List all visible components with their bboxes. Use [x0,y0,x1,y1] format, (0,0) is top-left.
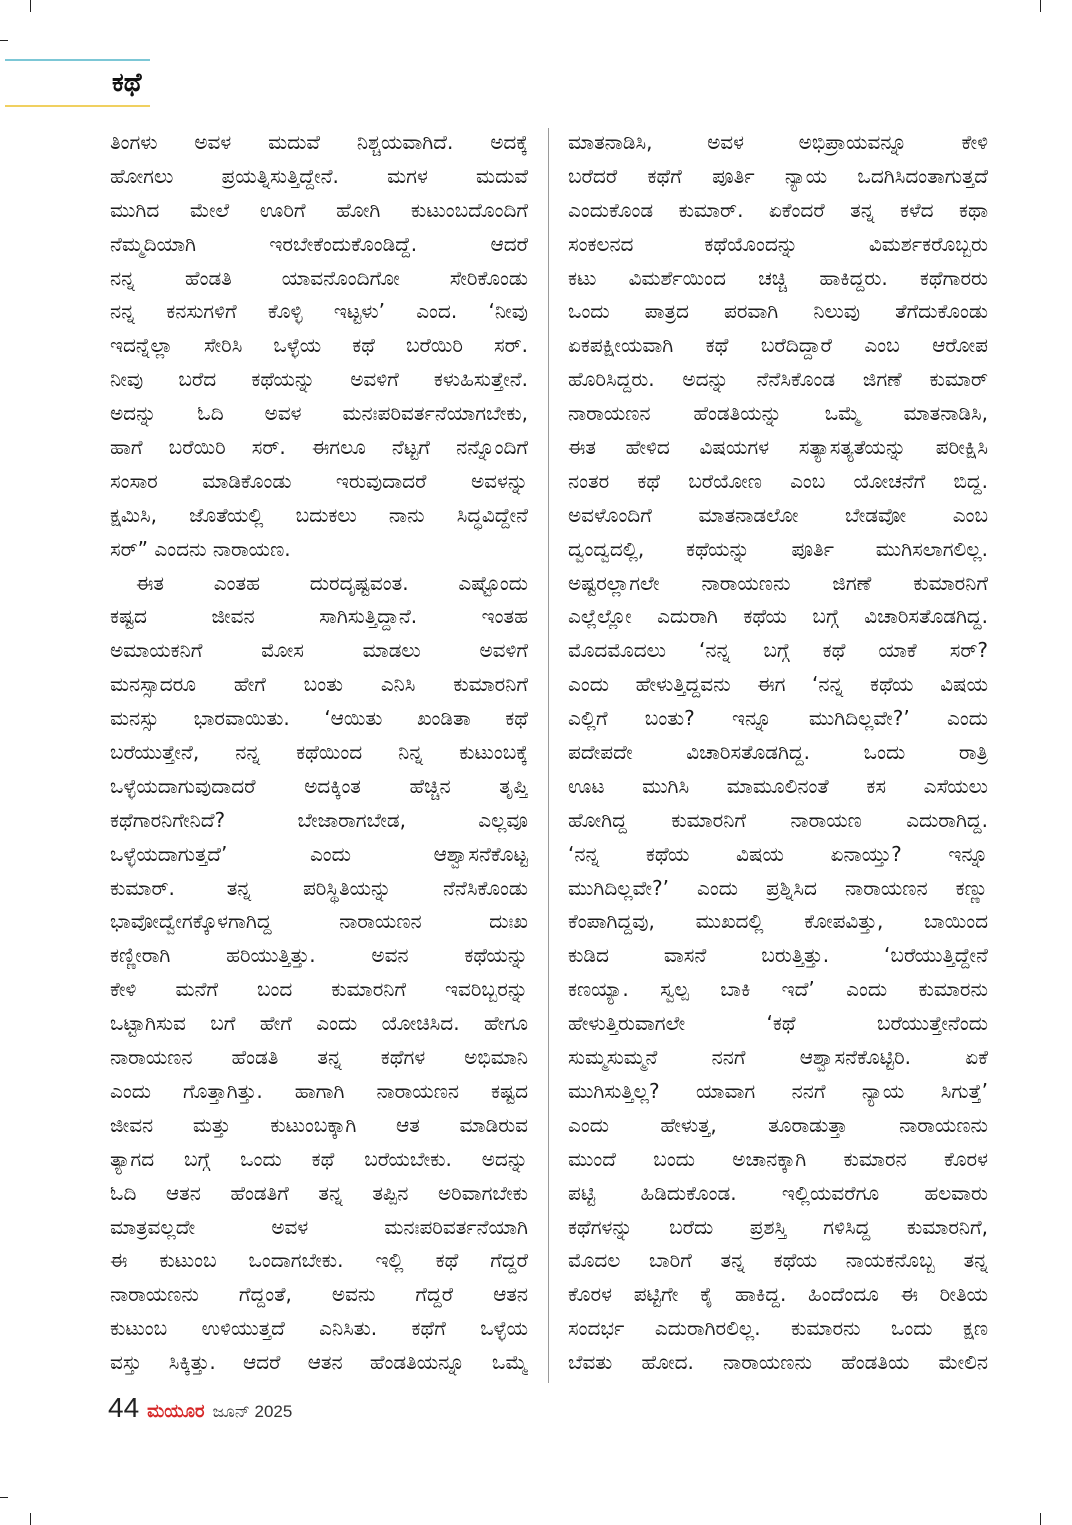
section-label: ಕಥೆ [112,68,142,98]
text-line: ಕೇಳಿ ಮನೆಗೆ ಬಂದ ಕುಮಾರನಿಗೆ ಇವರಿಬ್ಬರನ್ನು [110,977,528,1002]
text-line: ನೀವು ಬರೆದ ಕಥೆಯನ್ನು ಅವಳಿಗೆ ಕಳುಹಿಸುತ್ತೇನೆ. [110,367,528,392]
crop-mark [0,40,8,41]
text-line: ಒಂದು ಪಾತ್ರದ ಪರವಾಗಿ ನಿಲುವು ತೆಗೆದುಕೊಂಡು [568,299,988,324]
text-line: ಎಲ್ಲೆಲ್ಲೋ ಎದುರಾಗಿ ಕಥೆಯ ಬಗ್ಗೆ ವಿಚಾರಿಸತೊಡಗಿದ್ದ. [568,604,988,629]
magazine-logo: ಮಯೂರ [147,1401,205,1422]
text-line: ಹೋಗಲು ಪ್ರಯತ್ನಿಸುತ್ತಿದ್ದೇನೆ. ಮಗಳ ಮದುವೆ [110,163,528,188]
crop-mark [0,1497,8,1498]
text-line: ಕಣಯ್ಯಾ. ಸ್ವಲ್ಪ ಬಾಕಿ ಇದೆ’ ಎಂದು ಕುಮಾರನು [568,977,988,1002]
text-line: ಹೊರಿಸಿದ್ದರು. ಅದನ್ನು ನೆನೆಸಿಕೊಂಡ ಜಿಗಣೆ ಕುಮಾರ್ [568,367,988,392]
text-line: ನಂತರ ಕಥೆ ಬರೆಯೋಣ ಎಂಬ ಯೋಚನೆಗೆ ಬಿದ್ದ. [568,468,988,493]
text-line: ಕಥೆಗಾರನಿಗೇನಿದೆ? ಬೇಜಾರಾಗಬೇಡ, ಎಲ್ಲವೂ [110,807,528,832]
text-line: ಕುಮಾರ್. ತನ್ನ ಪರಿಸ್ಥಿತಿಯನ್ನು ನೆನೆಸಿಕೊಂಡು [110,875,528,900]
text-line: ತಿಂಗಳು ಅವಳ ಮದುವೆ ನಿಶ್ಚಯವಾಗಿದೆ. ಅದಕ್ಕೆ [110,130,528,154]
text-line: ಮಾತನಾಡಿಸಿ, ಅವಳ ಅಭಿಪ್ರಾಯವನ್ನೂ ಕೇಳಿ [568,130,988,154]
text-line: ಇದನ್ನೆಲ್ಲಾ ಸೇರಿಸಿ ಒಳ್ಳೆಯ ಕಥೆ ಬರೆಯಿರಿ ಸರ್. [110,333,528,358]
header-accent-rule-yellow [5,105,150,107]
page-number: 44 [108,1392,140,1423]
text-line: ಮಾತ್ರವಲ್ಲದೇ ಅವಳ ಮನಃಪರಿವರ್ತನೆಯಾಗಿ [110,1214,528,1239]
text-line: ಅಮಾಯಕನಿಗೆ ಮೋಸ ಮಾಡಲು ಅವಳಿಗೆ [110,638,528,663]
text-line: ನಾರಾಯಣನ ಹೆಂಡತಿ ತನ್ನ ಕಥೆಗಳ ಅಭಿಮಾನಿ [110,1045,528,1070]
text-line: ಕುಡಿದ ವಾಸನೆ ಬರುತ್ತಿತ್ತು. ‘ಬರೆಯುತ್ತಿದ್ದೇನೆ [568,943,988,968]
text-line: ಏಕಪಕ್ಷೀಯವಾಗಿ ಕಥೆ ಬರೆದಿದ್ದಾರೆ ಎಂಬ ಆರೋಪ [568,333,988,358]
text-line: ಮುಗಿದಿಲ್ಲವೇ?’ ಎಂದು ಪ್ರಶ್ನಿಸಿದ ನಾರಾಯಣನ ಕಣ್ಣು [568,875,988,900]
text-line: ಒಳ್ಳೆಯದಾಗುವುದಾದರೆ ಅದಕ್ಕಿಂತ ಹೆಚ್ಚಿನ ತೃಪ್ತಿ [110,773,528,798]
page-footer [108,1392,292,1424]
text-line: ಮೊದಮೊದಲು ‘ನನ್ನ ಬಗ್ಗೆ ಕಥೆ ಯಾಕೆ ಸರ್? [568,638,988,663]
text-line: ಎಂದು ಹೇಳುತ್ತಿದ್ದವನು ಈಗ ‘ನನ್ನ ಕಥೆಯ ವಿಷಯ [568,672,988,697]
text-line: ಅದನ್ನು ಓದಿ ಅವಳ ಮನಃಪರಿವರ್ತನೆಯಾಗಬೇಕು, [110,401,528,426]
text-line: ಕುಟುಂಬ ಉಳಿಯುತ್ತದೆ ಎನಿಸಿತು. ಕಥೆಗೆ ಒಳ್ಳೆಯ [110,1316,528,1341]
text-line: ಬರೆದರೆ ಕಥೆಗೆ ಪೂರ್ತಿ ನ್ಯಾಯ ಒದಗಿಸಿದಂತಾಗುತ್ತದೆ [568,163,988,188]
text-line: ‘ನನ್ನ ಕಥೆಯ ವಿಷಯ ಏನಾಯ್ತು? ಇನ್ನೂ [568,841,988,866]
crop-mark [1040,1513,1041,1525]
text-line: ಮನಸ್ಸು ಭಾರವಾಯಿತು. ‘ಆಯಿತು ಖಂಡಿತಾ ಕಥೆ [110,706,528,731]
text-line: ದ್ವಂದ್ವದಲ್ಲಿ, ಕಥೆಯನ್ನು ಪೂರ್ತಿ ಮುಗಿಸಲಾಗಲಿಲ್ಲ. [568,536,988,561]
text-line: ಮುಂದೆ ಬಂದು ಅಚಾನಕ್ಕಾಗಿ ಕುಮಾರನ ಕೊರಳ [568,1146,988,1171]
column-divider [548,128,549,1383]
text-line: ಭಾವೋದ್ವೇಗಕ್ಕೊಳಗಾಗಿದ್ದ ನಾರಾಯಣನ ದುಃಖ [110,909,528,934]
text-line: ನನ್ನ ಕನಸುಗಳಿಗೆ ಕೊಳ್ಳಿ ಇಟ್ಟಳು’ ಎಂದ. ‘ನೀವು [110,299,528,324]
text-line: ಮನಸ್ಸಾದರೂ ಹೇಗೆ ಬಂತು ಎನಿಸಿ ಕುಮಾರನಿಗೆ [110,672,528,697]
text-line: ಕಷ್ಟದ ಜೀವನ ಸಾಗಿಸುತ್ತಿದ್ದಾನೆ. ಇಂತಹ [110,604,528,629]
text-line: ಮುಗಿಸುತ್ತಿಲ್ಲ? ಯಾವಾಗ ನನಗೆ ನ್ಯಾಯ ಸಿಗುತ್ತೆ’ [568,1078,988,1103]
text-line: ಸುಮ್ಮಸುಮ್ಮನೆ ನನಗೆ ಆಶ್ವಾಸನೆಕೊಟ್ಟಿರಿ. ಏಕೆ [568,1045,988,1070]
text-line: ಕೆಂಪಾಗಿದ್ದವು, ಮುಖದಲ್ಲಿ ಕೋಪವಿತ್ತು, ಬಾಯಿಂದ [568,909,988,934]
text-line: ಬೆವತು ಹೋದ. ನಾರಾಯಣನು ಹೆಂಡತಿಯ ಮೇಲಿನ [568,1350,988,1375]
text-line: ಓದಿ ಆತನ ಹೆಂಡತಿಗೆ ತನ್ನ ತಪ್ಪಿನ ಅರಿವಾಗಬೇಕು [110,1180,528,1205]
text-line: ನೆಮ್ಮದಿಯಾಗಿ ಇರಬೇಕೆಂದುಕೊಂಡಿದ್ದೆ. ಆದರೆ [110,231,528,256]
text-line: ತ್ಯಾಗದ ಬಗ್ಗೆ ಒಂದು ಕಥೆ ಬರೆಯಬೇಕು. ಅದನ್ನು [110,1146,528,1171]
text-line: ಸರ್” ಎಂದನು ನಾರಾಯಣ. [110,536,291,561]
text-line: ಸಂದರ್ಭ ಎದುರಾಗಿರಲಿಲ್ಲ. ಕುಮಾರನು ಒಂದು ಕ್ಷಣ [568,1316,988,1341]
text-line: ಬರೆಯುತ್ತೇನೆ, ನನ್ನ ಕಥೆಯಿಂದ ನಿನ್ನ ಕುಟುಂಬಕ್ಕೆ [110,740,528,765]
text-line: ನಾರಾಯಣನು ಗೆದ್ದಂತೆ, ಅವನು ಗೆದ್ದರೆ ಆತನ [110,1282,528,1307]
text-line: ಎಂದುಕೊಂಡ ಕುಮಾರ್. ಏಕೆಂದರೆ ತನ್ನ ಕಳೆದ ಕಥಾ [568,197,988,222]
text-line: ನಾರಾಯಣನ ಹೆಂಡತಿಯನ್ನು ಒಮ್ಮೆ ಮಾತನಾಡಿಸಿ, [568,401,988,426]
text-line: ಪದೇಪದೇ ವಿಚಾರಿಸತೊಡಗಿದ್ದ. ಒಂದು ರಾತ್ರಿ [568,740,988,765]
crop-mark [1040,0,1041,12]
text-line: ವಸ್ತು ಸಿಕ್ಕಿತ್ತು. ಆದರೆ ಆತನ ಹೆಂಡತಿಯನ್ನೂ ಒಮ್ಮೆ [110,1350,528,1375]
text-line: ಕಟು ವಿಮರ್ಶೆಯಿಂದ ಚಚ್ಚಿ ಹಾಕಿದ್ದರು. ಕಥೆಗಾರರು [568,265,988,290]
text-line: ಅಷ್ಟರಲ್ಲಾಗಲೇ ನಾರಾಯಣನು ಜಿಗಣೆ ಕುಮಾರನಿಗೆ [568,570,988,595]
text-line: ಹೇಳುತ್ತಿರುವಾಗಲೇ ‘ಕಥೆ ಬರೆಯುತ್ತೇನೆಂದು [568,1011,988,1036]
text-line: ಒಟ್ಟಾಗಿಸುವ ಬಗೆ ಹೇಗೆ ಎಂದು ಯೋಚಿಸಿದ. ಹೇಗೂ [110,1011,528,1036]
issue-date: ಜೂನ್ 2025 [212,1402,293,1421]
text-line: ಸಂಕಲನದ ಕಥೆಯೊಂದನ್ನು ವಿಮರ್ಶಕರೊಬ್ಬರು [568,231,988,256]
text-line: ಒಳ್ಳೆಯದಾಗುತ್ತದೆ’ ಎಂದು ಆಶ್ವಾಸನೆಕೊಟ್ಟ [110,841,528,866]
text-line: ಪಟ್ಟಿ ಹಿಡಿದುಕೊಂಡ. ಇಲ್ಲಿಯವರೆಗೂ ಹಲವಾರು [568,1180,988,1205]
text-line: ಈತ ಹೇಳಿದ ವಿಷಯಗಳ ಸತ್ಯಾಸತ್ಯತೆಯನ್ನು ಪರೀಕ್ಷಿಸಿ [568,435,988,460]
text-line: ಎಂದು ಹೇಳುತ್ತ, ತೂರಾಡುತ್ತಾ ನಾರಾಯಣನು [568,1112,988,1137]
text-line: ಕಣ್ಣೀರಾಗಿ ಹರಿಯುತ್ತಿತ್ತು. ಅವನ ಕಥೆಯನ್ನು [110,943,528,968]
text-line: ಊಟ ಮುಗಿಸಿ ಮಾಮೂಲಿನಂತೆ ಕಸ ಎಸೆಯಲು [568,773,988,798]
text-line: ಈತ ಎಂತಹ ದುರದೃಷ್ಟವಂತ. ಎಷ್ಟೊಂದು [136,570,528,595]
text-line: ಈ ಕುಟುಂಬ ಒಂದಾಗಬೇಕು. ಇಲ್ಲಿ ಕಥೆ ಗೆದ್ದರೆ [110,1248,528,1273]
paragraph [110,126,528,567]
text-line: ಮುಗಿದ ಮೇಲೆ ಊರಿಗೆ ಹೋಗಿ ಕುಟುಂಬದೊಂದಿಗೆ [110,197,528,222]
left-column [110,126,528,1380]
text-line: ನನ್ನ ಹೆಂಡತಿ ಯಾವನೊಂದಿಗೋ ಸೇರಿಕೊಂಡು [110,265,528,290]
paragraph [110,567,528,1380]
text-line: ಎಂದು ಗೊತ್ತಾಗಿತ್ತು. ಹಾಗಾಗಿ ನಾರಾಯಣನ ಕಷ್ಟದ [110,1078,528,1103]
text-line: ಹಾಗೆ ಬರೆಯಿರಿ ಸರ್. ಈಗಲೂ ನೆಟ್ಟಗೆ ನನ್ನೊಂದಿಗೆ [110,435,528,460]
text-line: ಎಲ್ಲಿಗೆ ಬಂತು? ಇನ್ನೂ ಮುಗಿದಿಲ್ಲವೇ?’ ಎಂದು [568,706,988,731]
text-line: ಮೊದಲ ಬಾರಿಗೆ ತನ್ನ ಕಥೆಯ ನಾಯಕನೊಬ್ಬ ತನ್ನ [568,1248,988,1273]
paragraph [568,126,988,1380]
text-line: ಕೊರಳ ಪಟ್ಟಿಗೇ ಕೈ ಹಾಕಿದ್ದ. ಹಿಂದೆಂದೂ ಈ ರೀತಿಯ [568,1282,988,1307]
crop-mark [30,0,31,12]
crop-mark [30,1513,31,1525]
text-line: ಕಥೆಗಳನ್ನು ಬರೆದು ಪ್ರಶಸ್ತಿ ಗಳಿಸಿದ್ದ ಕುಮಾರನಿಗೆ, [568,1214,988,1239]
right-column [568,126,988,1380]
text-line: ಹೋಗಿದ್ದ ಕುಮಾರನಿಗೆ ನಾರಾಯಣ ಎದುರಾಗಿದ್ದ. [568,807,988,832]
text-line: ಸಂಸಾರ ಮಾಡಿಕೊಂಡು ಇರುವುದಾದರೆ ಅವಳನ್ನು [110,468,528,493]
text-line: ಕ್ಷಮಿಸಿ, ಜೊತೆಯಲ್ಲಿ ಬದುಕಲು ನಾನು ಸಿದ್ಧವಿದ್ದೇನೆ [110,502,528,527]
header-accent-rule-teal [5,59,150,61]
text-line: ಅವಳೊಂದಿಗೆ ಮಾತನಾಡಲೋ ಬೇಡವೋ ಎಂಬ [568,502,988,527]
text-line: ಜೀವನ ಮತ್ತು ಕುಟುಂಬಕ್ಕಾಗಿ ಆತ ಮಾಡಿರುವ [110,1112,528,1137]
